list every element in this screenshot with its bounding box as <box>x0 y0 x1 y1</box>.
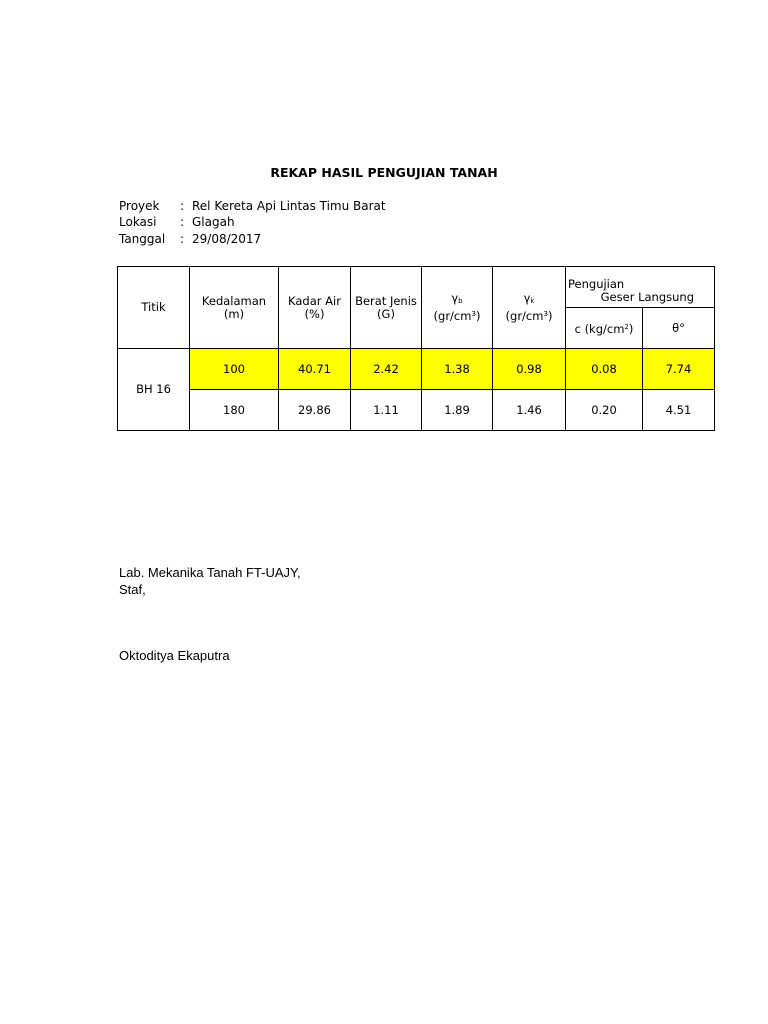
cell-kedalaman: 180 <box>190 390 279 431</box>
meta-colon: : <box>180 232 185 246</box>
header-pengujian-group <box>566 267 715 308</box>
cell-c: 0.20 <box>566 390 643 431</box>
cell-berat-jenis: 1.11 <box>351 390 422 431</box>
table-row <box>118 349 715 390</box>
meta-value: Rel Kereta Api Lintas Timu Barat <box>192 199 386 213</box>
cell-gamma-b: 1.89 <box>422 390 493 431</box>
header-titik: Titik <box>118 267 190 349</box>
results-table <box>117 266 715 431</box>
header-berat-jenis: Berat Jenis (G) <box>351 267 422 349</box>
signature-staff: Staf, <box>119 582 146 597</box>
meta-value: 29/08/2017 <box>192 232 262 246</box>
cell-c: 0.08 <box>566 349 643 390</box>
cell-berat-jenis: 2.42 <box>351 349 422 390</box>
header-kadar-air: Kadar Air (%) <box>279 267 351 349</box>
meta-label: Tanggal <box>119 232 166 246</box>
signature-name: Oktoditya Ekaputra <box>119 648 230 663</box>
cell-gamma-k: 0.98 <box>493 349 566 390</box>
meta-label: Proyek <box>119 199 160 213</box>
cell-gamma-k: 1.46 <box>493 390 566 431</box>
meta-value: Glagah <box>192 215 235 229</box>
cell-theta: 4.51 <box>643 390 715 431</box>
cell-gamma-b: 1.38 <box>422 349 493 390</box>
meta-label: Lokasi <box>119 215 157 229</box>
cell-kedalaman: 100 <box>190 349 279 390</box>
meta-colon: : <box>180 215 185 229</box>
document-title: REKAP HASIL PENGUJIAN TANAH <box>270 165 498 180</box>
cell-kadar-air: 40.71 <box>279 349 351 390</box>
cell-theta: 7.74 <box>643 349 715 390</box>
signature-lab: Lab. Mekanika Tanah FT-UAJY, <box>119 565 301 580</box>
cell-titik: BH 16 <box>118 349 190 431</box>
header-gamma-k: γk $(gr/cm^3)$ <box>493 267 566 349</box>
header-theta: θ° <box>643 308 715 349</box>
cell-kadar-air: 29.86 <box>279 390 351 431</box>
header-c: c $(kg/cm^2)$ <box>566 308 643 349</box>
header-pengujian: Pengujian <box>568 277 625 291</box>
header-gamma-b: γb $(gr/cm^3)$ <box>422 267 493 349</box>
header-kedalaman: Kedalaman (m) <box>190 267 279 349</box>
meta-colon: : <box>180 199 185 213</box>
table-row <box>118 390 715 431</box>
header-geser-langsung: Geser Langsung <box>600 290 694 304</box>
